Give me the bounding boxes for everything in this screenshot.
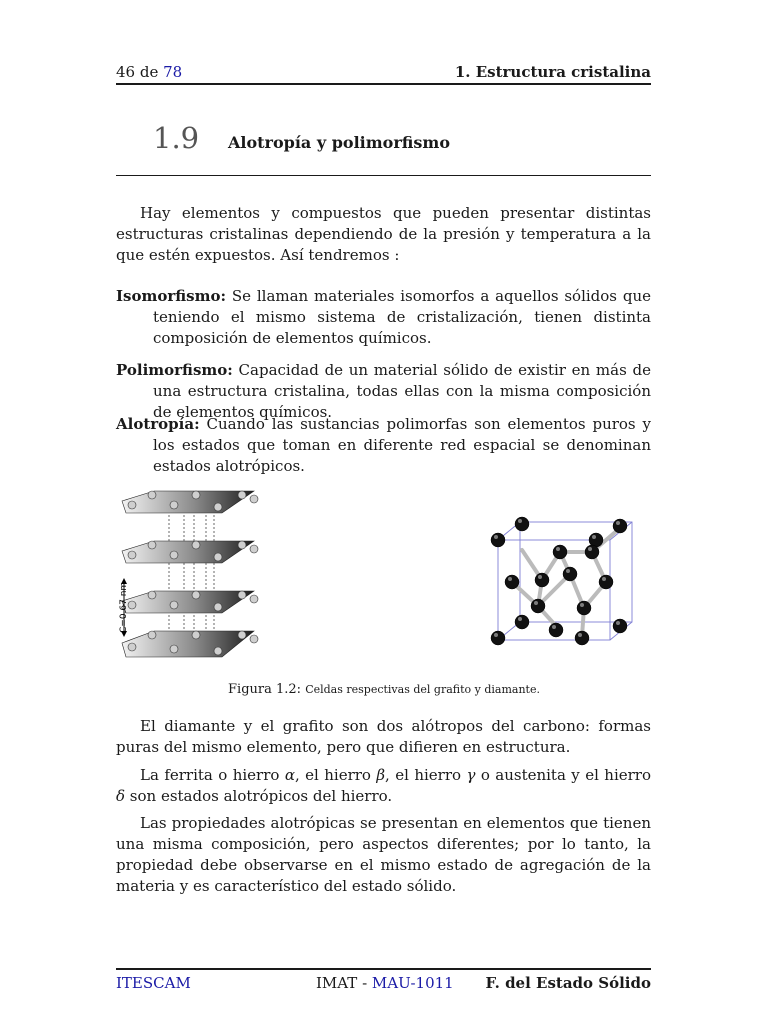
- graphite-structure-image: [114, 485, 266, 670]
- section-rule: [116, 175, 651, 176]
- paragraph-propiedades: Las propiedades alotrópicas se presentan en elementos que tienen una misma composición, pero aspectos diferentes; por lo tanto, la propiedad debe observarse en el mismo estado de agregación de la materia y es característico del estado sólido.: [116, 814, 651, 895]
- page-counter: 46 de 78: [116, 63, 183, 81]
- figure-caption: Figura 1.2: Celdas respectivas del grafito y diamante.: [228, 682, 540, 697]
- intro-paragraph: Hay elementos y compuestos que pueden presentar distintas estructuras cristalinas dependiendo de la presión y temperatura a la que estén expuestos. Así tendremos :: [116, 204, 651, 264]
- header-rule: [116, 83, 651, 85]
- page-footer: [116, 974, 651, 994]
- graphite-layer: [122, 631, 258, 657]
- graphite-layer: [122, 591, 258, 613]
- graphite-axis-label: C=0.67 nm: [119, 581, 129, 633]
- section-number: 1.9: [153, 121, 200, 155]
- total-pages-link[interactable]: 78: [163, 63, 183, 81]
- diamond-structure-image: [484, 510, 644, 648]
- definition-alotropia: Alotropía: Cuando las sustancias polimorfas son elementos puros y los estados que toman en diferente red espacial se denominan estados alotrópicos.: [116, 415, 651, 475]
- chapter-title: 1. Estructura cristalina: [454, 63, 651, 81]
- footer-subject: F. del Estado Sólido: [485, 974, 651, 992]
- course-code-link[interactable]: MAU-1011: [371, 974, 454, 992]
- footer-itescam-link[interactable]: ITESCAM: [116, 974, 191, 992]
- footer-rule: [116, 968, 651, 970]
- section-title: Alotropía y polimorfismo: [228, 133, 451, 152]
- paragraph-diamante-grafito: El diamante y el grafito son dos alótropos del carbono: formas puras del mismo elemento, pero que difieren en estructura.: [116, 717, 651, 756]
- page-header: [116, 63, 651, 83]
- footer-course: IMAT - MAU-1011: [316, 974, 454, 992]
- graphite-layer: [122, 491, 258, 513]
- definition-polimorfismo: Polimorfismo: Capacidad de un material sólido de existir en más de una estructura cristalina, todas ellas con la misma composición de elementos químicos.: [116, 361, 651, 421]
- paragraph-hierro: La ferrita o hierro α, el hierro β, el hierro γ o austenita y el hierro δ son estados alotrópicos del hierro.: [116, 766, 651, 805]
- graphite-layer: [122, 541, 258, 563]
- definition-isomorfismo: Isomorfismo: Se llaman materiales isomorfos a aquellos sólidos que teniendo el mismo sistema de cristalización, tienen distinta composición de elementos químicos.: [116, 287, 651, 347]
